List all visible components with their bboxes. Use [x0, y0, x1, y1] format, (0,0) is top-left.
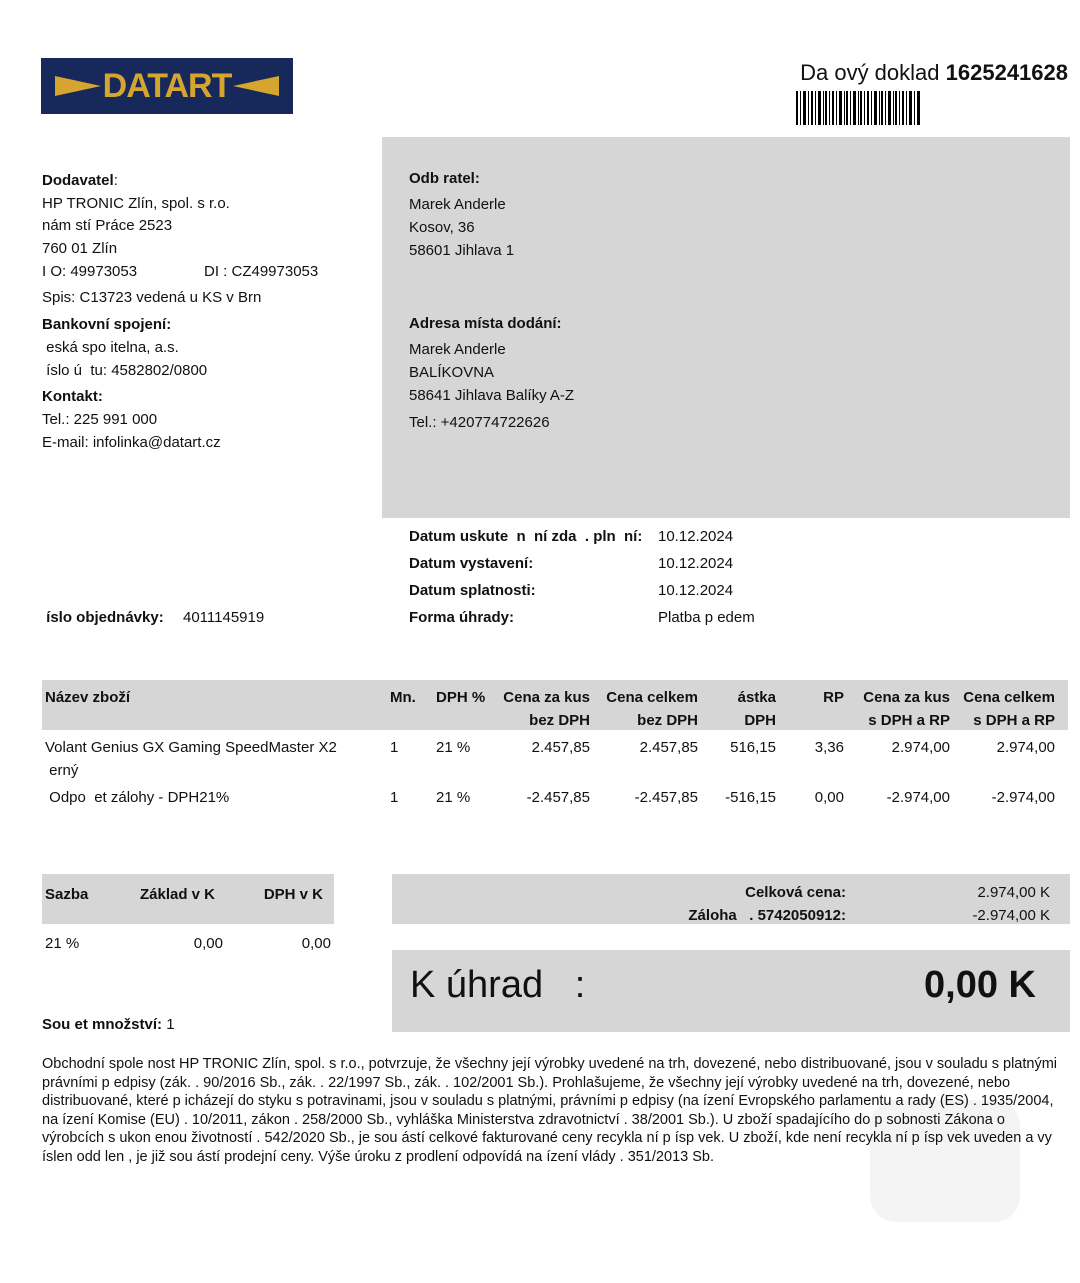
col-qty: Mn.: [390, 689, 416, 706]
items-table-header: [42, 680, 1068, 730]
col-vat-amount-1: ástka: [733, 689, 776, 706]
item-vat-amount: 516,15: [730, 739, 776, 756]
bank-account: íslo ú tu: 4582802/0800: [42, 362, 208, 379]
supplier-label: Dodavatel: [42, 172, 114, 189]
supplier-dic: DI : CZ49973053: [204, 263, 319, 280]
item-unit-net: 2.457,85: [531, 739, 590, 756]
item-total-net: 2.457,85: [639, 739, 698, 756]
vat-col-vat: DPH v K: [263, 886, 323, 903]
item-name-line2: erný: [45, 762, 79, 779]
taxable-date-value: 10.12.2024: [658, 528, 734, 545]
col-vat-amount-2: DPH: [744, 712, 776, 729]
item-qty: 1: [390, 789, 399, 806]
supplier-ico: I O: 49973053: [42, 263, 138, 280]
document-number: 1625241628: [945, 60, 1068, 85]
due-date-label: Datum splatnosti:: [409, 582, 536, 599]
item-vat: 21 %: [436, 789, 471, 806]
quantity-sum: [42, 1013, 175, 1036]
table-row: [42, 736, 1068, 784]
col-total-net-2: bez DPH: [637, 712, 698, 729]
col-total-gross-2: s DPH a RP: [973, 712, 1055, 729]
quantity-sum-value: 1: [166, 1016, 175, 1033]
col-name: Název zboží: [45, 689, 131, 706]
advance-label: Záloha . 5742050912:: [688, 907, 846, 924]
delivery-name: Marek Anderle: [409, 341, 506, 358]
item-qty: 1: [390, 739, 399, 756]
total-label: Celková cena:: [745, 884, 846, 901]
vat-col-base: Základ v K: [139, 886, 215, 903]
item-rp: 0,00: [814, 789, 844, 806]
vat-summary-row: [42, 932, 334, 956]
issued-date-label: Datum vystavení:: [409, 555, 534, 572]
barcode: [796, 91, 920, 125]
col-unit-gross-1: Cena za kus: [863, 689, 950, 706]
supplier-city: 760 01 Zlín: [42, 240, 118, 257]
payment-method-value: Platba p edem: [658, 609, 755, 626]
amount-due-panel: [392, 950, 1070, 1032]
supplier-phone: Tel.: 225 991 000: [42, 411, 158, 428]
col-vat: DPH %: [436, 689, 486, 706]
bank-name: eská spo itelna, a.s.: [42, 339, 179, 356]
item-total-net: -2.457,85: [634, 789, 698, 806]
item-vat: 21 %: [436, 739, 471, 756]
col-unit-net-2: bez DPH: [529, 712, 590, 729]
vat-col-rate: Sazba: [45, 886, 89, 903]
order-number-value: 4011145919: [183, 609, 265, 626]
col-total-net-1: Cena celkem: [606, 689, 698, 706]
col-rp: RP: [823, 689, 844, 706]
payment-method-label: Forma úhrady:: [409, 609, 515, 626]
item-unit-gross: -2.974,00: [886, 789, 950, 806]
bank-label: Bankovní spojení:: [42, 316, 172, 333]
datart-logo: [41, 58, 293, 114]
col-unit-net-1: Cena za kus: [503, 689, 590, 706]
supplier-label-colon: :: [113, 172, 118, 189]
total-value: 2.974,00 K: [977, 884, 1050, 901]
customer-label: Odb ratel:: [409, 170, 480, 187]
document-label: Da ový doklad: [800, 60, 940, 85]
item-unit-net: -2.457,85: [526, 789, 590, 806]
legal-statement: Obchodní spole nost HP TRONIC Zlín, spol. s r.o., potvrzuje, že všechny její výrobky uvedené na trh, dovezené, nebo distribuované, jsou v souladu s platnými právními p edpisy (zák. . 90/2016 Sb., zák. . 22/1997 Sb., zák. . 102/2001 Sb.). Prohlašujeme, že všechny její výrobky uvedené na trh, dovezené, nebo distribuované, které p icházejí do styku s potravinami, jsou v souladu s platnými, právními p edpisy (na ízení Evropského parlamentu a rady (ES) . 1935/2004, na ízení Komise (EU) . 10/2011, zákon . 258/2000 Sb., vyhláška Ministerstva zdravotnictví . 38/2001 Sb.). U zboží spadajícího do p sobnosti Zákona o výrobcích s ukon enou životností . 542/2020 Sb., je sou ástí celkové fakturované ceny recykla ní p ísp vek. U zboží, kde není recykla ní p ísp vek uveden a vy íslen odd len , je již sou ástí prodejní ceny. Výše úroku z prodlení odpovídá na ízení vlády . 351/2013 Sb.: [42, 1056, 1057, 1165]
delivery-phone: Tel.: +420774722626: [409, 414, 550, 431]
issued-date-value: 10.12.2024: [658, 555, 734, 572]
vat-amount: 0,00: [301, 935, 331, 952]
vat-base: 0,00: [193, 935, 223, 952]
due-date-value: 10.12.2024: [658, 582, 734, 599]
taxable-date-label: Datum uskute n ní zda . pln ní:: [409, 528, 643, 545]
logo-arrow-right: [233, 76, 279, 96]
document-title: [800, 60, 1068, 86]
item-total-gross: 2.974,00: [996, 739, 1055, 756]
supplier-name: HP TRONIC Zlín, spol. s r.o.: [42, 195, 230, 212]
delivery-label: Adresa místa dodání:: [409, 315, 562, 332]
item-name: Odpo et zálohy - DPH21%: [45, 789, 230, 806]
supplier-street: nám stí Práce 2523: [42, 217, 173, 234]
quantity-sum-label: Sou et množství:: [42, 1016, 163, 1033]
totals-panel: [392, 874, 1070, 924]
table-row: [42, 786, 1068, 810]
order-number-label: íslo objednávky:: [42, 609, 164, 626]
delivery-city: 58641 Jihlava Balíky A-Z: [409, 387, 575, 404]
vat-summary-header: [42, 874, 334, 924]
delivery-place: BALÍKOVNA: [409, 364, 495, 381]
supplier-register: Spis: C13723 vedená u KS v Brn: [42, 289, 262, 306]
customer-street: Kosov, 36: [409, 219, 475, 236]
customer-name: Marek Anderle: [409, 196, 506, 213]
customer-city: 58601 Jihlava 1: [409, 242, 515, 259]
item-vat-amount: -516,15: [725, 789, 776, 806]
item-total-gross: -2.974,00: [991, 789, 1055, 806]
supplier-label-line: [42, 169, 118, 192]
item-unit-gross: 2.974,00: [891, 739, 950, 756]
logo-text: DATART: [102, 67, 232, 105]
supplier-email: E-mail: infolinka@datart.cz: [42, 434, 221, 451]
vat-rate: 21 %: [45, 935, 80, 952]
contact-label: Kontakt:: [42, 388, 103, 405]
amount-due-label: K úhrad :: [410, 964, 586, 1006]
col-unit-gross-2: s DPH a RP: [868, 712, 950, 729]
item-name: Volant Genius GX Gaming SpeedMaster X2: [45, 739, 337, 756]
col-total-gross-1: Cena celkem: [963, 689, 1055, 706]
amount-due-value: 0,00 K: [924, 964, 1036, 1006]
item-rp: 3,36: [814, 739, 844, 756]
advance-value: -2.974,00 K: [972, 907, 1050, 924]
